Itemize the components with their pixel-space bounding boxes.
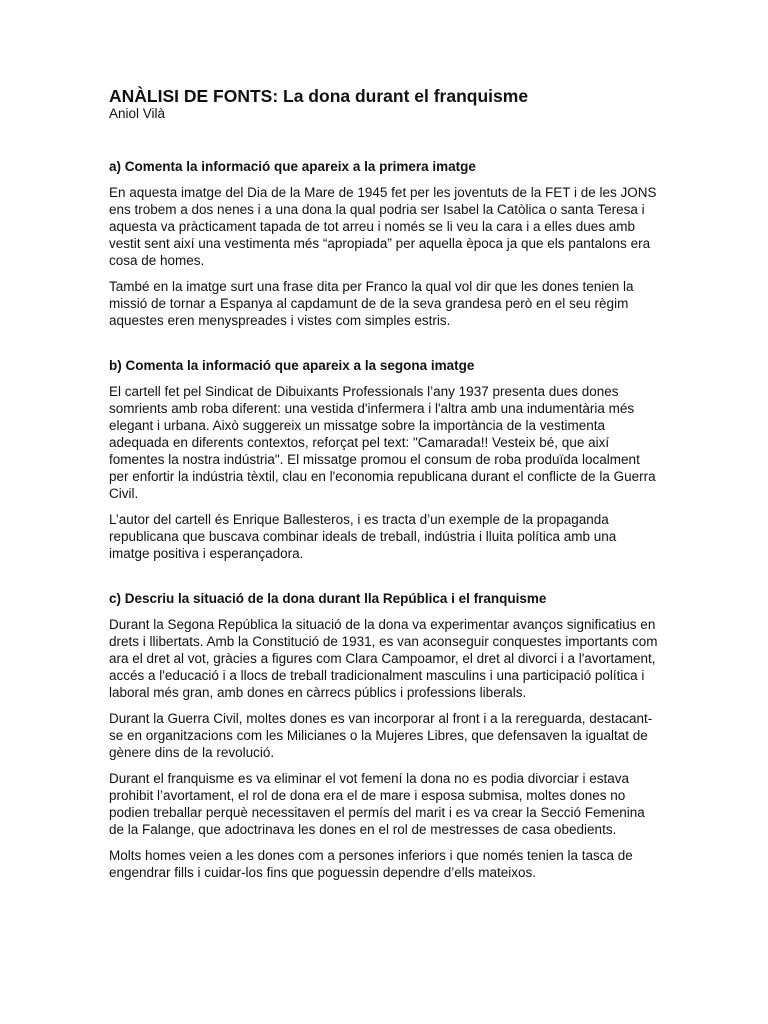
section-c-heading: c) Descriu la situació de la dona durant lla República i el franquisme <box>109 591 547 606</box>
section-b <box>109 357 659 562</box>
section-c-paragraph-1: Durant la Segona República la situació de la dona va experimentar avanços significatius en drets i llibertats. Amb la Constitució de 1931, es van aconseguir conquestes importants com ara el dret al vot, gràcies a figures com Clara Campoamor, el dret al divorci i a l'avortament, accés a l'educació i a llocs de treball tradicionalment masculins i una participació política i laboral més gran, amb dones en càrrecs públics i professions liberals. <box>109 617 658 700</box>
section-a <box>109 158 659 329</box>
document-author: Aniol Vilà <box>109 106 166 121</box>
section-c-paragraph-4: Molts homes veien a les dones com a persones inferiors i que només tenien la tasca de engendrar fills i cuidar-los fins que poguessin dependre d’ells mateixos. <box>109 848 633 880</box>
section-b-paragraph-2: L’autor del cartell és Enrique Ballesteros, i es tracta d’un exemple de la propaganda republicana que buscava combinar ideals de treball, indústria i lluita política amb una imatge positiva i esperançadora. <box>109 512 617 561</box>
section-c <box>109 590 659 881</box>
section-c-paragraph-2: Durant la Guerra Civil, moltes dones es van incorporar al front i a la rereguarda, destacant-se en organitzacions com les Milicianes o la Mujeres Libres, que defensaven la igualtat de gènere dins de la revolució. <box>109 711 653 760</box>
section-b-heading: b) Comenta la informació que apareix a la segona imatge <box>109 358 475 373</box>
section-b-paragraph-1: El cartell fet pel Sindicat de Dibuixants Professionals l’any 1937 presenta dues dones somrients amb roba diferent: una vestida d'infermera i l'altra amb una indumentària més elegant i urbana. Això suggereix un missatge sobre la importància de la vestimenta adequada en diferents contextos, reforçat pel text: "Camarada!! Vesteix bé, que així fomentes la nostra indústria". El missatge promou el consum de roba produïda localment per enfortir la indústria tèxtil, clau en l'economia republicana durant el conflicte de la Guerra Civil. <box>109 384 656 501</box>
section-c-paragraph-3: Durant el franquisme es va eliminar el vot femení la dona no es podia divorciar i estava prohibit l’avortament, el rol de dona era el de mare i esposa submisa, moltes dones no podien treballar perquè necessitaven el permís del marit i es va crear la Secció Femenina de la Falange, que adoctrinava les dones en el rol de mestresses de casa obedients. <box>109 771 645 837</box>
section-a-paragraph-1: En aquesta imatge del Dia de la Mare de 1945 fet per les joventuts de la FET i de les JONS ens trobem a dos nenes i a una dona la qual podria ser Isabel la Catòlica o santa Teresa i aquesta va pràcticament tapada de tot arreu i només se li veu la cara i a elles dues amb vestit sent així una vestimenta més “apropiada” per aquella època ja que els pantalons era cosa de homes. <box>109 185 657 268</box>
section-a-paragraph-2: També en la imatge surt una frase dita per Franco la qual vol dir que les dones tenien la missió de tornar a Espanya al capdamunt de de la seva grandesa però en el seu règim aquestes eren menyspreades i vistes com simples estris. <box>109 279 634 328</box>
document-title: ANÀLISI DE FONTS: La dona durant el franquisme <box>109 86 529 106</box>
section-a-heading: a) Comenta la informació que apareix a la primera imatge <box>109 159 476 174</box>
document-page <box>109 86 659 890</box>
